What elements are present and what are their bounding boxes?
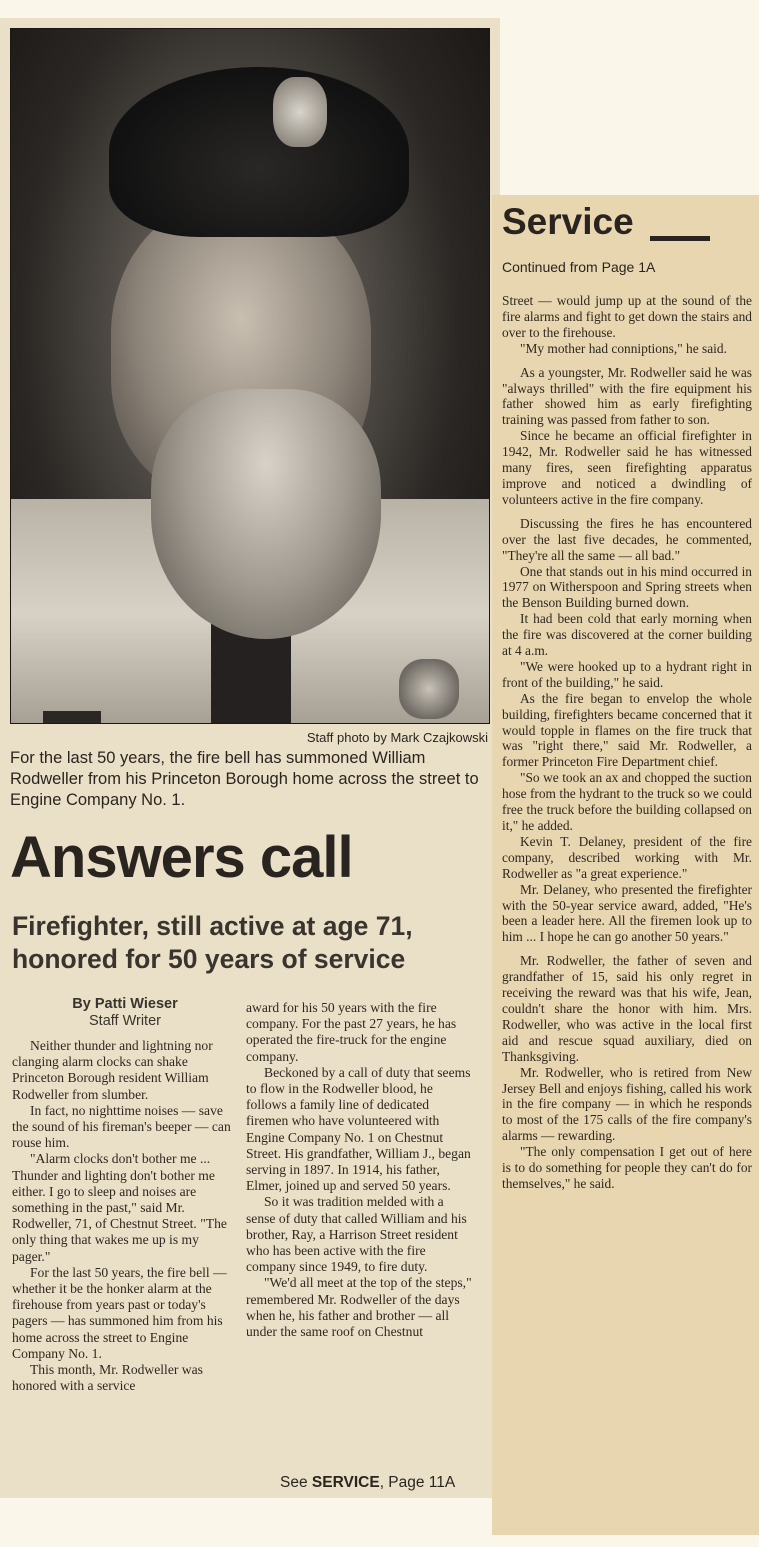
paragraph: Neither thunder and lightning nor clanging alarm clocks can shake Princeton Borough resident William Rodweller from slumber. <box>12 1038 213 1102</box>
byline <box>12 996 238 1030</box>
jump-keyword: SERVICE <box>311 1474 380 1491</box>
continuation-column <box>502 293 752 1192</box>
paragraph: One that stands out in his mind occurred in 1977 on Witherspoon and Spring streets when the Benson Building burned down. <box>502 563 752 611</box>
deck-subhead: Firefighter, still active at age 71, honored for 50 years of service <box>12 911 413 974</box>
photo-caption: For the last 50 years, the fire bell has summoned William Rodweller from his Princeton Borough home across the street to Engine Company No. 1. <box>10 749 479 809</box>
photo-beard <box>151 389 381 639</box>
article-column-1 <box>12 1038 238 1394</box>
jump-page: , Page 11A <box>379 1474 456 1491</box>
uniform-pin-icon <box>399 659 459 719</box>
paragraph: Discussing the fires he has encountered over the last five decades, he commented, "They're all the same — all bad." <box>502 515 752 563</box>
cap-badge-icon <box>273 77 327 147</box>
paragraph: award for his 50 years with the fire company. For the past 27 years, he has operated the fire-truck for the engine company. <box>246 1000 457 1064</box>
paragraph: This month, Mr. Rodweller was honored with a service <box>12 1362 203 1394</box>
paragraph: Mr. Rodweller, who is retired from New Jersey Bell and enjoys fishing, called his work in the fire company — in which he responds to most of the 175 calls of the fire company's alarms — rewarding. <box>502 1064 752 1144</box>
paragraph: As the fire began to envelop the whole building, firefighters became concerned that it would topple in flames on the fire truck that was "right there," said Mr. Rodweller, a former Princeton Fire Department chief. <box>502 690 752 770</box>
paragraph: Kevin T. Delaney, president of the fire company, described working with Mr. Rodweller as "a great experience." <box>502 833 752 881</box>
photo-credit: Staff photo by Mark Czajkowski <box>306 730 488 745</box>
paragraph: Beckoned by a call of duty that seems to flow in the Rodweller blood, he follows a family line of dedicated firemen who have volunteered with Engine Company No. 1 on Chestnut Street. His grandfather, William J., began serving in 1897. In 1914, his father, Elmer, joined up and served 50 years. <box>246 1064 471 1194</box>
jump-prefix: See <box>280 1474 308 1491</box>
jump-reference <box>280 1474 480 1492</box>
paragraph: "Alarm clocks don't bother me ... Thunder and lighting don't bother me either. I go to sleep and noises are something in the past," said Mr. Rodweller, 71, of Chestnut Street. "The only thing that wakes me up is my pager." <box>12 1151 227 1264</box>
headline-rule <box>650 236 710 241</box>
paragraph: "So we took an ax and chopped the suction hose from the hydrant to the truck so we could free the truck before the building collapsed on it," he added. <box>502 770 752 833</box>
continuation-headline: Service <box>502 201 634 242</box>
paragraph: Street — would jump up at the sound of the fire alarms and fight to get down the stairs and over to the firehouse. <box>502 293 752 340</box>
paragraph: "We'd all meet at the top of the steps," remembered Mr. Rodweller of the days when he, his father and brother — all under the same roof on Chestnut <box>246 1275 472 1340</box>
paragraph: It had been cold that early morning when the fire was discovered at the corner building at 4 a.m. <box>502 611 752 659</box>
paragraph: In fact, no nighttime noises — save the sound of his fireman's beeper — can rouse him. <box>12 1102 231 1151</box>
paragraph: "My mother had conniptions," he said. <box>520 340 727 356</box>
headline: Answers call <box>10 825 353 890</box>
paragraph: So it was tradition melded with a sense of duty that called William and his brother, Ray, a Harrison Street resident who has been active with the fire company since 1949, to fire duty. <box>246 1194 467 1275</box>
name-bar <box>43 711 101 723</box>
paragraph: "The only compensation I get out of here is to do something for people they can't do for themselves," he said. <box>502 1144 752 1191</box>
firefighter-portrait-photo <box>10 28 490 724</box>
article-column-2 <box>246 1000 472 1340</box>
continued-from: Continued from Page 1A <box>502 259 656 275</box>
paragraph: For the last 50 years, the fire bell — whether it be the honker alarm at the firehouse from years past or today's pagers — has summoned him from his home across the street to Engine Company No. 1. <box>12 1264 227 1361</box>
photo-fire-cap <box>109 67 409 237</box>
paragraph: "We were hooked up to a hydrant right in front of the building," he said. <box>502 658 752 690</box>
paragraph: As a youngster, Mr. Rodweller said he was "always thrilled" with the fire equipment his father showed him as early firefighting training was passed from father to son. <box>502 364 752 428</box>
byline-author: By Patti Wieser <box>72 996 178 1012</box>
byline-role: Staff Writer <box>89 1013 161 1029</box>
paragraph: Since he became an official firefighter in 1942, Mr. Rodweller said he has witnessed many fires, seen firefighting apparatus improve and noticed a dwindling of volunteers active in the fire company. <box>502 428 752 507</box>
paragraph: Mr. Delaney, who presented the firefighter with the 50-year service award, added, "He's been a leader here. All the firemen look up to him ... I hope he can go another 50 years." <box>502 881 752 945</box>
paragraph: Mr. Rodweller, the father of seven and grandfather of 15, said his only regret in receiving the reward was that his wife, Jean, couldn't share the honor with him. Mrs. Rodweller, who was active in the local first aid and rescue squad auxiliary, died on Thanksgiving. <box>502 953 752 1064</box>
